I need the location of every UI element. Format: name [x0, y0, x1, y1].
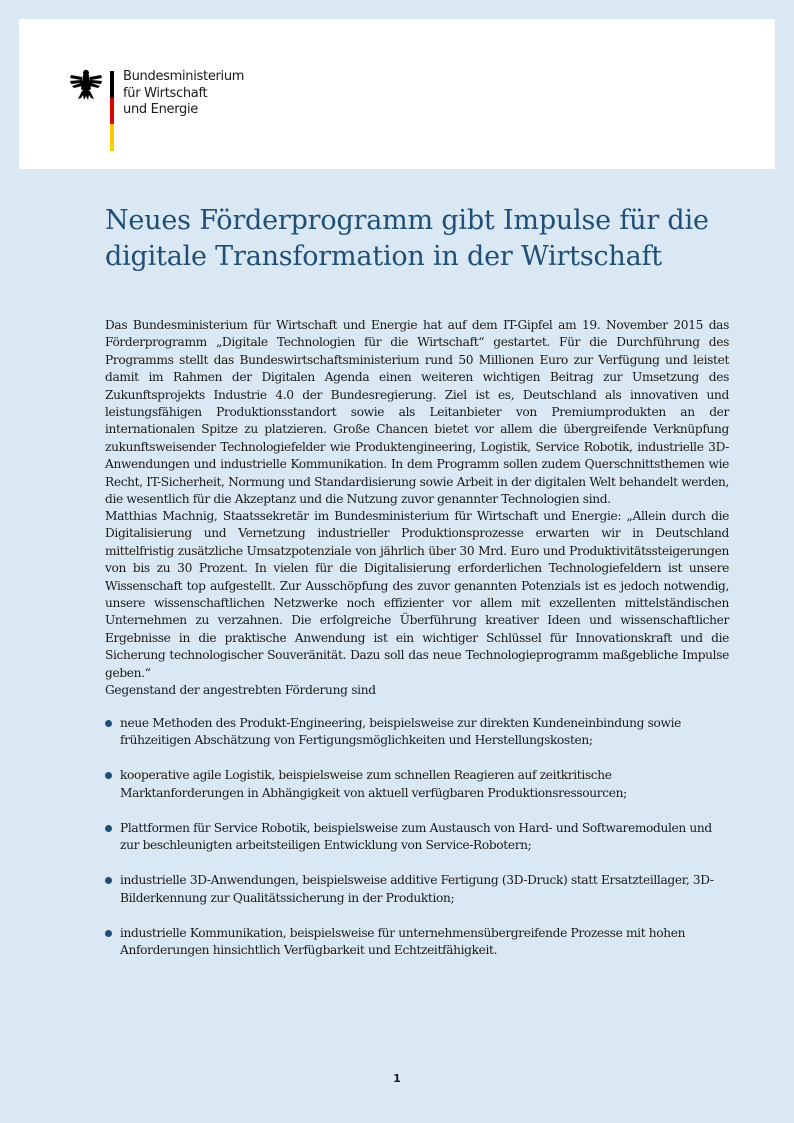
body-paragraph: Das Bundesministerium für Wirtschaft und Energie hat auf dem IT-Gipfel am 19. November 2015 das Förderprogramm „Digitale Technologien für die Wirtschaft“ gestartet. Für die Durchführung des Programms stellt das Bundeswirtschaftsministerium rund 50 Millionen Euro zur Verfügung und leistet damit im Rahmen der Digitalen Agenda einen weiteren wichtigen Beitrag zur Umsetzung des Zukunftsprojekts Industrie 4.0 der Bundesregierung. Ziel ist es, Deutschland als innovativen und leistungsfähigen Produktionsstandort sowie als Leitanbieter von Premiumprodukten an der internationalen Spitze zu platzieren. Große Chancen bietet vor allem die übergreifende Verknüpfung zukunftsweisender Technologiefelder wie Produktengineering, Logistik, Service Robotik, industrielle 3D-Anwendungen und industrielle Kommunikation. In dem Programm sollen zudem Querschnittsthemen wie Recht, IT-Sicherheit, Normung und Standardisierung sowie Arbeit in der digitalen Welt behandelt werden, die wesentlich für die Akzeptanz und die Nutzung zuvor genannter Technologien sind.: [105, 318, 729, 507]
list-item-text: kooperative agile Logistik, beispielsweise zum schnellen Reagieren auf zeitkritische Marktanforderungen in Abhängigkeit von aktuell verfügbaren Produktionsressourcen;: [120, 768, 627, 800]
bullet-icon: [105, 930, 112, 937]
list-item: [105, 872, 715, 907]
list-item: [105, 820, 715, 855]
funding-topics-list: [105, 715, 715, 977]
list-item-text: industrielle Kommunikation, beispielsweise für unternehmensübergreifende Prozesse mit hohen Anforderungen hinsichtlich Verfügbarkeit und Echtzeitfähigkeit.: [120, 925, 686, 958]
ministry-name: [123, 69, 244, 119]
list-item: [105, 925, 715, 960]
ministry-line: Bundesministerium: [123, 69, 245, 84]
list-item-text: neue Methoden des Produkt-Engineering, beispielsweise zur direkten Kundeneinbindung sowie frühzeitigen Abschätzung von Fertigungsmöglichkeiten und Herstellungskosten;: [120, 716, 682, 748]
bullet-icon: [105, 877, 112, 884]
list-lead: Gegenstand der angestrebten Förderung sind: [105, 683, 376, 697]
federal-eagle-icon: [69, 69, 103, 103]
page-number: 1: [393, 1072, 401, 1085]
list-item-text: Plattformen für Service Robotik, beispielsweise zum Austausch von Hard- und Softwaremodulen und zur beschleunigten arbeitsteiligen Entwicklung von Service-Robotern;: [120, 820, 712, 853]
bullet-icon: [105, 720, 112, 727]
list-item-text: industrielle 3D-Anwendungen, beispielsweise additive Fertigung (3D-Druck) statt Ersatzteillager, 3D-Bilderkennung zur Qualitätssicherung in der Produktion;: [120, 873, 714, 905]
bullet-icon: [105, 825, 112, 832]
bullet-icon: [105, 772, 112, 779]
header-logo-box: [19, 19, 775, 169]
body-paragraph: Matthias Machnig, Staatssekretär im Bundesministerium für Wirtschaft und Energie: „Allein durch die Digitalisierung und Vernetzung industrieller Produktionsprozesse erwarten wir in Deutschland mittelfristig zusätzliche Umsatzpotenziale von jährlich über 30 Mrd. Euro und Produktivitätssteigerungen von bis zu 30 Prozent. In vielen für die Digitalisierung erforderlichen Technologiefeldern ist unsere Wissenschaft top aufgestellt. Zur Ausschöpfung des zuvor genannten Potenzials ist es jedoch notwendig, unsere wissenschaftlichen Netzwerke noch effizienter vor allem mit exzellenten mittelständischen Unternehmen zu verzahnen. Die erfolgreiche Überführung kreativer Ideen und wissenschaftlicher Ergebnisse in die praktische Anwendung ist ein wichtiger Schlüssel für Innovationskraft und die Sicherung technologischer Souveränität. Dazu soll das neue Technologieprogramm maßgebliche Impulse geben.“: [105, 509, 729, 680]
ministry-line: für Wirtschaft: [123, 85, 208, 101]
german-flag-bar: [110, 71, 114, 151]
ministry-line: und Energie: [123, 102, 198, 117]
list-item: [105, 715, 715, 750]
list-item: [105, 767, 715, 802]
page-title: Neues Förderprogramm gibt Impulse für die digitale Transformation in der Wirtschaft: [105, 205, 709, 272]
